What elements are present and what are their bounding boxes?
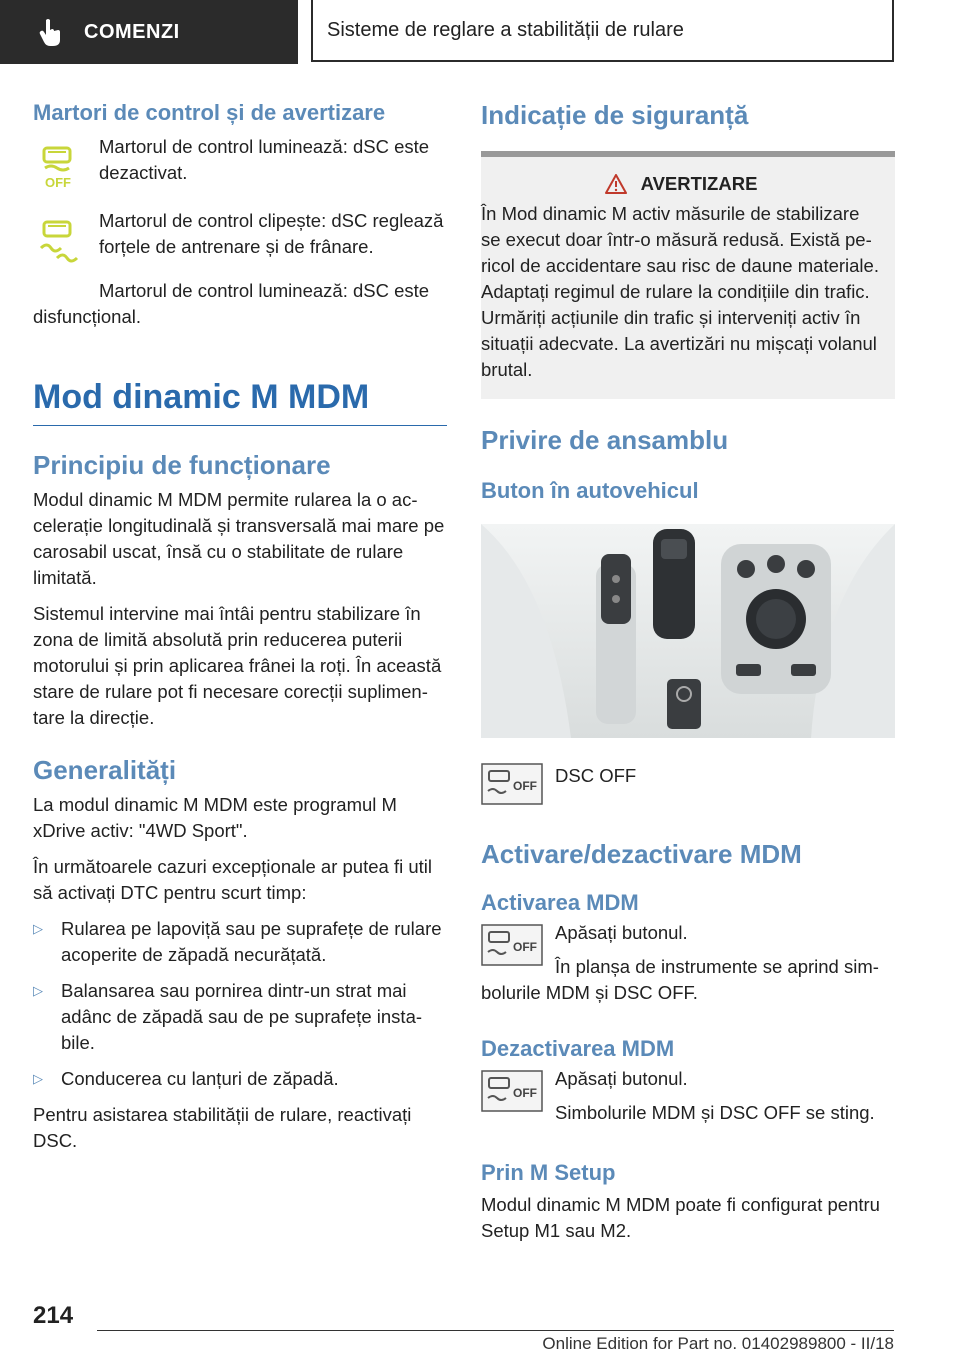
button-location-heading: Buton în autovehicul [481, 478, 699, 503]
principle-paragraph-2: Sistemul intervine mai întâi pentru stabilizare în zona de limită absolută prin reducerea puterii motorului și prin aplicarea frânei la roți. În această stare de rulare pot fi necesare corecții suplimentare la direcție. [33, 603, 442, 728]
general-paragraph-1: La modul dinamic M MDM este programul M xDrive activ: "4WD Sport". [33, 794, 397, 841]
dsc-off-button-icon [481, 1070, 543, 1112]
section-label: COMENZI [84, 20, 180, 43]
indicator-row-1 [33, 134, 447, 194]
left-column [33, 100, 447, 1154]
svg-text:OFF: OFF [513, 940, 537, 954]
indicator-text-2: Martorul de control clipește: dSC reglează forțele de antrenare și de frânare. [99, 210, 444, 257]
list-item: ▷ Rularea pe lapoviță sau pe suprafețe de rulare acoperite de zăpadă necurățată. [33, 918, 442, 965]
mdm-title: Mod dinamic M MDM [33, 378, 370, 416]
activate-row [481, 920, 895, 1006]
warning-label: AVERTIZARE [640, 173, 758, 194]
setup-paragraph: Modul dinamic M MDM poate fi configurat pentru Setup M1 sau M2. [481, 1194, 880, 1241]
page-number: 214 [33, 1302, 74, 1329]
dsc-flashing-indicator-icon [33, 216, 83, 268]
indicator-row-2 [33, 208, 447, 268]
warning-triangle-icon [605, 174, 627, 194]
edition-note: Online Edition for Part no. 01402989800 - II/18 [542, 1334, 894, 1353]
dsc-off-button-icon [481, 924, 543, 966]
safety-heading: Indicație de siguranță [481, 100, 749, 130]
hand-pointer-icon [38, 18, 64, 46]
dsc-off-button-icon [481, 763, 543, 805]
indicators-heading: Martori de control și de avertizare [33, 100, 386, 125]
center-console-photo [481, 524, 895, 738]
footer-rule [97, 1330, 894, 1331]
principle-heading: Principiu de funcționare [33, 450, 331, 480]
general-heading: Generalități [33, 755, 177, 785]
indicator-text-3: Martorul de control luminează: dSC este disfuncțional. [33, 280, 430, 327]
warning-text: În Mod dinamic M activ măsurile de stabilizare se execut doar într-o măsură redusă. Există pericol de accidentare sau risc de daune materiale. Adaptați regimul de rulare la condițiile din trafic. Urmăriți acțiunile din trafic și interveniți activ în situații adecvate. La avertizări nu mișcați volanul brutal. [481, 203, 879, 380]
list-item: ▷ Balansarea sau pornirea dintr-un strat mai adânc de zăpadă sau de pe suprafețe instabile. [33, 980, 423, 1053]
dsc-off-indicator-icon [33, 142, 83, 192]
toggle-heading: Activare/dezactivare MDM [481, 839, 802, 869]
list-item: ▷ Conducerea cu lanțuri de zăpadă. [33, 1066, 447, 1092]
exception-list [33, 916, 447, 1092]
chapter-tab [311, 0, 894, 62]
general-paragraph-2: În următoarele cazuri excepționale ar putea fi util să activați DTC pentru scurt timp: [33, 856, 432, 903]
deactivate-row [481, 1066, 895, 1126]
activate-step-1: Apăsați butonul. [555, 922, 688, 943]
dsc-off-label: DSC OFF [555, 765, 637, 786]
page-header [0, 0, 960, 66]
title-rule [33, 425, 447, 426]
setup-heading: Prin M Setup [481, 1160, 616, 1185]
overview-heading: Privire de ansamblu [481, 425, 729, 455]
principle-paragraph-1: Modul dinamic M MDM permite rularea la o accelerație longitudinală și transversală mai mare pe carosabil uscat, însă cu o stabilitate de rulare limitată. [33, 489, 445, 588]
general-paragraph-3: Pentru asistarea stabilității de rulare, reactivați DSC. [33, 1104, 412, 1151]
deactivate-step-1: Apăsați butonul. [555, 1068, 688, 1089]
bullet-triangle-icon: ▷ [33, 921, 43, 936]
indicator-text-1: Martorul de control luminează: dSC este dezactivat. [99, 136, 430, 183]
deactivate-step-2: Simbolurile MDM și DSC OFF se sting. [555, 1102, 875, 1123]
warning-box [481, 151, 895, 399]
svg-text:OFF: OFF [513, 779, 537, 793]
right-column [481, 100, 895, 1244]
activate-step-2: În planșa de instrumente se aprind simbolurile MDM și DSC OFF. [481, 956, 879, 1003]
warning-header [481, 173, 881, 195]
chapter-title: Sisteme de reglare a stabilității de rulare [327, 18, 684, 41]
section-tab [0, 0, 298, 64]
svg-text:OFF: OFF [513, 1086, 537, 1100]
svg-text:OFF: OFF [45, 175, 71, 190]
activate-heading: Activarea MDM [481, 890, 639, 915]
dsc-off-row [481, 763, 895, 809]
bullet-triangle-icon: ▷ [33, 983, 43, 998]
bullet-triangle-icon: ▷ [33, 1071, 43, 1086]
deactivate-heading: Dezactivarea MDM [481, 1036, 675, 1061]
